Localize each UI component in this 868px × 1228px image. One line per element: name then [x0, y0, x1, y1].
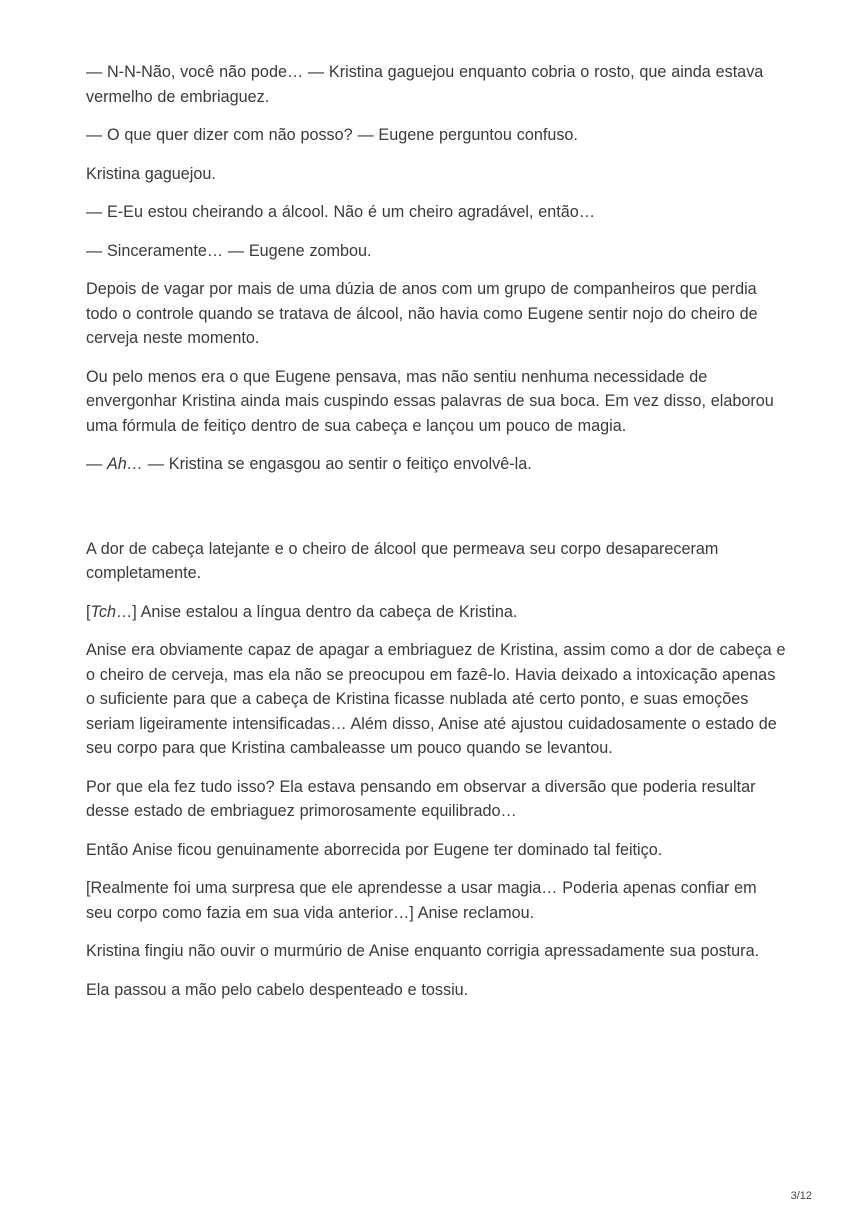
section-break	[86, 491, 786, 537]
paragraph-8: Anise era obviamente capaz de apagar a embriaguez de Kristina, assim como a dor de cabeça e o cheiro de cerveja, mas ela não se preocupou em fazê-lo. Havia deixado a intoxicação apenas o suficiente para que a cabeça de Kristina ficasse nublada até certo ponto, e suas emoções seriam ligeiramente intensificadas… Além disso, Anise até ajustou cuidadosamente o estado de seu corpo para que Kristina cambaleasse um pouco quando se levantou.	[86, 641, 786, 757]
paragraph-4: — E-Eu estou cheirando a álcool. Não é um cheiro agradável, então…	[86, 203, 596, 221]
paragraph-13: Ela passou a mão pelo cabelo despenteado e tossiu.	[86, 980, 469, 999]
gasp-prefix: —	[86, 455, 107, 473]
paragraph-10: Então Anise ficou genuinamente aborrecida por Eugene ter dominado tal feitiço.	[86, 840, 663, 859]
paragraph-11: [Realmente foi uma surpresa que ele aprendesse a usar magia… Poderia apenas confiar em seu corpo como fazia em sua vida anterior…] Anise reclamou.	[86, 879, 757, 922]
tch-prefix: [	[86, 602, 91, 621]
paragraph-9: Por que ela fez tudo isso? Ela estava pensando em observar a diversão que poderia resultar desse estado de embriaguez primorosamente equilibrado…	[86, 777, 756, 820]
paragraph-6: Depois de vagar por mais de uma dúzia de anos com um grupo de companheiros que perdia todo o controle quando se tratava de álcool, não havia como Eugene sentir nojo do cheiro de cerveja neste momento.	[86, 280, 758, 347]
paragraph-gasp	[86, 452, 786, 477]
paragraph-2: — O que quer dizer com não posso? — Eugene perguntou confuso.	[86, 126, 578, 144]
paragraph-7: Ou pelo menos era o que Eugene pensava, mas não sentiu nenhuma necessidade de envergonhar Kristina ainda mais cuspindo essas palavras de sua boca. Em vez disso, elaborou uma fórmula de feitiço dentro de sua cabeça e lançou um pouco de magia.	[86, 367, 774, 435]
paragraph-5: — Sinceramente… — Eugene zombou.	[86, 241, 372, 260]
paragraph-12: Kristina fingiu não ouvir o murmúrio de Anise enquanto corrigia apressadamente sua postura.	[86, 942, 760, 960]
paragraph-headache: A dor de cabeça latejante e o cheiro de álcool que permeava seu corpo desapareceram completamente.	[86, 539, 719, 582]
tch-italic: Tch	[90, 602, 116, 621]
gasp-suffix: — Kristina se engasgou ao sentir o feitiço envolvê-la.	[143, 455, 532, 473]
gasp-italic: Ah…	[107, 455, 143, 473]
paragraph-3: Kristina gaguejou.	[86, 164, 216, 183]
tch-suffix: …] Anise estalou a língua dentro da cabeça de Kristina.	[116, 602, 518, 621]
document-page	[86, 60, 786, 1016]
paragraph-1: — N-N-Não, você não pode… — Kristina gaguejou enquanto cobria o rosto, que ainda estava vermelho de embriaguez.	[86, 63, 764, 106]
page-number: 3/12	[790, 1190, 812, 1202]
paragraph-tch	[86, 600, 786, 625]
